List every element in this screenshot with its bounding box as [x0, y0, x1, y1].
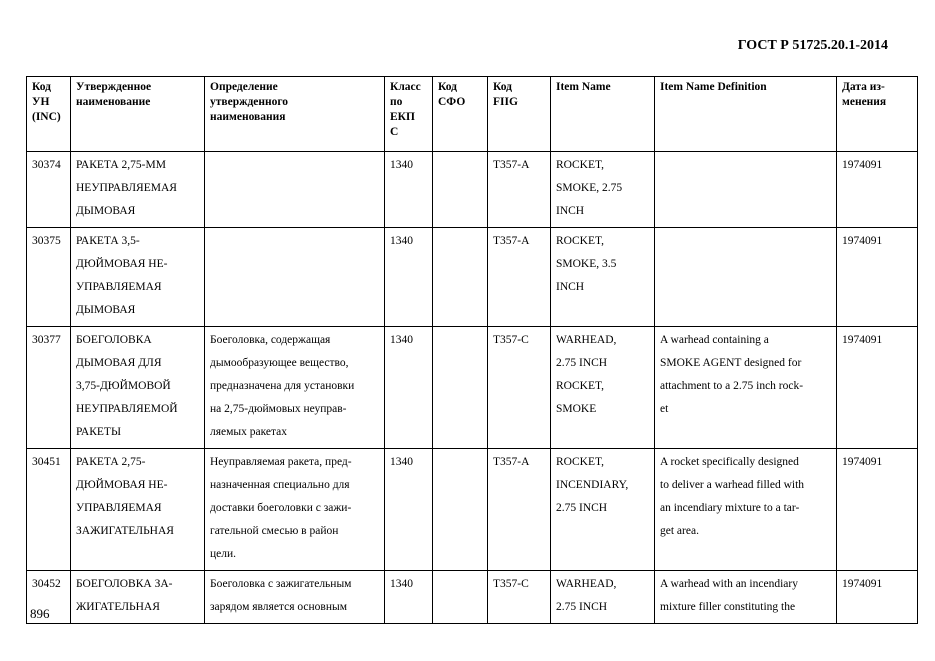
cell-text-line: ROCKET,	[556, 235, 605, 247]
cell-text: T357-C	[493, 334, 529, 346]
cell-definition	[205, 449, 385, 571]
cell-text-line: Боеголовка с зажигательным	[210, 578, 352, 590]
cell-text: 1340	[390, 578, 413, 590]
cell-inc-code	[27, 228, 71, 327]
cell-text-line: ЖИГАТЕЛЬНАЯ	[76, 601, 160, 613]
cell-change-date	[837, 228, 918, 327]
cell-text: 30451	[32, 456, 61, 468]
header-text-line: ЕКП	[390, 111, 415, 123]
header-text-line: УН	[32, 96, 50, 108]
cell-text-line: SMOKE, 2.75	[556, 182, 623, 194]
cell-text: 1340	[390, 235, 413, 247]
cell-change-date	[837, 152, 918, 228]
cell-text: 30452	[32, 578, 61, 590]
cell-text: 1340	[390, 456, 413, 468]
cell-change-date	[837, 571, 918, 624]
cell-text-line: цели.	[210, 548, 237, 560]
cell-text: 30375	[32, 235, 61, 247]
header-inc-code	[27, 77, 71, 152]
header-approved-name	[71, 77, 205, 152]
cell-text: T357-C	[493, 578, 529, 590]
cell-text-line: ДЮЙМОВАЯ НЕ-	[76, 479, 168, 491]
cell-text-line: INCENDIARY,	[556, 479, 629, 491]
cell-item-name-definition	[655, 327, 837, 449]
table-row	[27, 228, 918, 327]
header-text-line: по	[390, 96, 403, 108]
header-text-line: менения	[842, 96, 887, 108]
cell-sfo-code	[433, 152, 488, 228]
cell-text-line: A warhead containing a	[660, 334, 769, 346]
cell-item-name-definition	[655, 228, 837, 327]
cell-text-line: ROCKET,	[556, 159, 605, 171]
specification-table	[26, 76, 918, 624]
table-row	[27, 571, 918, 624]
cell-approved-name	[71, 228, 205, 327]
cell-text-line: ROCKET,	[556, 456, 605, 468]
cell-approved-name	[71, 327, 205, 449]
cell-fiig-code	[488, 327, 551, 449]
cell-text-line: ДЮЙМОВАЯ НЕ-	[76, 258, 168, 270]
cell-text-line: get area.	[660, 525, 699, 537]
cell-text-line: ДЫМОВАЯ	[76, 304, 136, 316]
cell-definition	[205, 327, 385, 449]
cell-text-line: SMOKE, 3.5	[556, 258, 617, 270]
cell-text-line: to deliver a warhead filled with	[660, 479, 805, 491]
header-text-line: Дата из-	[842, 81, 885, 93]
cell-text-line: БОЕГОЛОВКА	[76, 334, 152, 346]
cell-text-line: WARHEAD,	[556, 578, 617, 590]
table-header-row	[27, 77, 918, 152]
cell-text-line: доставки боеголовки с зажи-	[210, 502, 352, 514]
cell-text: 1974091	[842, 456, 883, 468]
cell-text-line: дымообразующее вещество,	[210, 357, 349, 369]
cell-text-line: РАКЕТА 2,75-	[76, 456, 146, 468]
table-row	[27, 152, 918, 228]
cell-item-name	[551, 327, 655, 449]
cell-text: 1974091	[842, 334, 883, 346]
cell-text: 1974091	[842, 235, 883, 247]
cell-class	[385, 228, 433, 327]
cell-text: T357-A	[493, 159, 530, 171]
cell-text-line: 3,75-ДЮЙМОВОЙ	[76, 380, 171, 392]
cell-class	[385, 327, 433, 449]
cell-text-line: на 2,75-дюймовых неуправ-	[210, 403, 347, 415]
cell-approved-name	[71, 449, 205, 571]
cell-text-line: ДЫМОВАЯ	[76, 205, 136, 217]
cell-text-line: 2.75 INCH	[556, 357, 608, 369]
cell-class	[385, 152, 433, 228]
cell-text: 1340	[390, 334, 413, 346]
cell-item-name-definition	[655, 449, 837, 571]
header-class	[385, 77, 433, 152]
cell-text-line: РАКЕТЫ	[76, 426, 121, 438]
cell-text: 1974091	[842, 159, 883, 171]
header-item-name-definition	[655, 77, 837, 152]
cell-approved-name	[71, 571, 205, 624]
header-text-line: С	[390, 126, 399, 138]
header-text-line: Item Name	[556, 81, 611, 93]
cell-item-name	[551, 449, 655, 571]
cell-item-name	[551, 228, 655, 327]
header-text-line: Класс	[390, 81, 421, 93]
header-text-line: утвержденного	[210, 96, 289, 108]
header-text-line: Item Name Definition	[660, 81, 767, 93]
cell-text-line: A warhead with an incendiary	[660, 578, 798, 590]
cell-item-name	[551, 152, 655, 228]
cell-inc-code	[27, 327, 71, 449]
header-text-line: Утвержденное	[76, 81, 152, 93]
cell-text: 1340	[390, 159, 413, 171]
cell-text-line: ляемых ракетах	[210, 426, 288, 438]
header-text-line: Код	[493, 81, 513, 93]
cell-sfo-code	[433, 449, 488, 571]
cell-text-line: Боеголовка, содержащая	[210, 334, 331, 346]
cell-text-line: зарядом является основным	[210, 601, 347, 613]
table-body	[27, 152, 918, 624]
cell-fiig-code	[488, 228, 551, 327]
cell-text-line: РАКЕТА 2,75-ММ	[76, 159, 166, 171]
cell-text: 1974091	[842, 578, 883, 590]
cell-sfo-code	[433, 571, 488, 624]
cell-text-line: WARHEAD,	[556, 334, 617, 346]
cell-inc-code	[27, 449, 71, 571]
cell-fiig-code	[488, 152, 551, 228]
cell-fiig-code	[488, 571, 551, 624]
cell-text-line: INCH	[556, 281, 585, 293]
cell-class	[385, 449, 433, 571]
cell-text-line: 2.75 INCH	[556, 601, 608, 613]
cell-approved-name	[71, 152, 205, 228]
cell-text-line: Неуправляемая ракета, пред-	[210, 456, 352, 468]
cell-inc-code	[27, 152, 71, 228]
cell-text-line: 2.75 INCH	[556, 502, 608, 514]
cell-text-line: attachment to a 2.75 inch rock-	[660, 380, 804, 392]
cell-definition	[205, 228, 385, 327]
header-text-line: Определение	[210, 81, 278, 93]
table-row	[27, 449, 918, 571]
cell-text-line: НЕУПРАВЛЯЕМОЙ	[76, 403, 178, 415]
cell-text-line: ROCKET,	[556, 380, 605, 392]
header-text-line: Код	[32, 81, 52, 93]
cell-text-line: ЗАЖИГАТЕЛЬНАЯ	[76, 525, 174, 537]
cell-class	[385, 571, 433, 624]
cell-text-line: предназначена для установки	[210, 380, 355, 392]
header-change-date	[837, 77, 918, 152]
header-text-line: наименования	[210, 111, 286, 123]
header-sfo-code	[433, 77, 488, 152]
page-number: 896	[30, 606, 50, 621]
cell-text-line: INCH	[556, 205, 585, 217]
cell-text: T357-A	[493, 456, 530, 468]
cell-fiig-code	[488, 449, 551, 571]
header-item-name	[551, 77, 655, 152]
cell-text-line: A rocket specifically designed	[660, 456, 799, 468]
cell-text-line: SMOKE	[556, 403, 597, 415]
cell-text-line: ДЫМОВАЯ ДЛЯ	[76, 357, 162, 369]
header-text-line: FIIG	[493, 96, 518, 108]
cell-text-line: гательной смесью в район	[210, 525, 339, 537]
cell-text-line: mixture filler constituting the	[660, 601, 796, 613]
cell-text-line: РАКЕТА 3,5-	[76, 235, 140, 247]
cell-text-line: УПРАВЛЯЕМАЯ	[76, 502, 162, 514]
table-row	[27, 327, 918, 449]
cell-text: T357-A	[493, 235, 530, 247]
cell-sfo-code	[433, 327, 488, 449]
header-definition	[205, 77, 385, 152]
header-text-line: наименование	[76, 96, 151, 108]
header-text-line: СФО	[438, 96, 466, 108]
cell-definition	[205, 571, 385, 624]
header-text-line: (INC)	[32, 111, 61, 123]
cell-text-line: НЕУПРАВЛЯЕМАЯ	[76, 182, 177, 194]
cell-text-line: et	[660, 403, 669, 415]
document-standard-number: ГОСТ Р 51725.20.1-2014	[737, 38, 888, 53]
cell-text-line: an incendiary mixture to a tar-	[660, 502, 800, 514]
cell-sfo-code	[433, 228, 488, 327]
cell-item-name	[551, 571, 655, 624]
cell-text-line: БОЕГОЛОВКА ЗА-	[76, 578, 173, 590]
header-text-line: Код	[438, 81, 458, 93]
cell-text-line: назначенная специально для	[210, 479, 350, 491]
header-fiig-code	[488, 77, 551, 152]
cell-definition	[205, 152, 385, 228]
cell-change-date	[837, 449, 918, 571]
cell-change-date	[837, 327, 918, 449]
cell-text: 30377	[32, 334, 61, 346]
cell-text: 30374	[32, 159, 61, 171]
cell-item-name-definition	[655, 152, 837, 228]
cell-text-line: SMOKE AGENT designed for	[660, 357, 802, 369]
cell-item-name-definition	[655, 571, 837, 624]
cell-text-line: УПРАВЛЯЕМАЯ	[76, 281, 162, 293]
